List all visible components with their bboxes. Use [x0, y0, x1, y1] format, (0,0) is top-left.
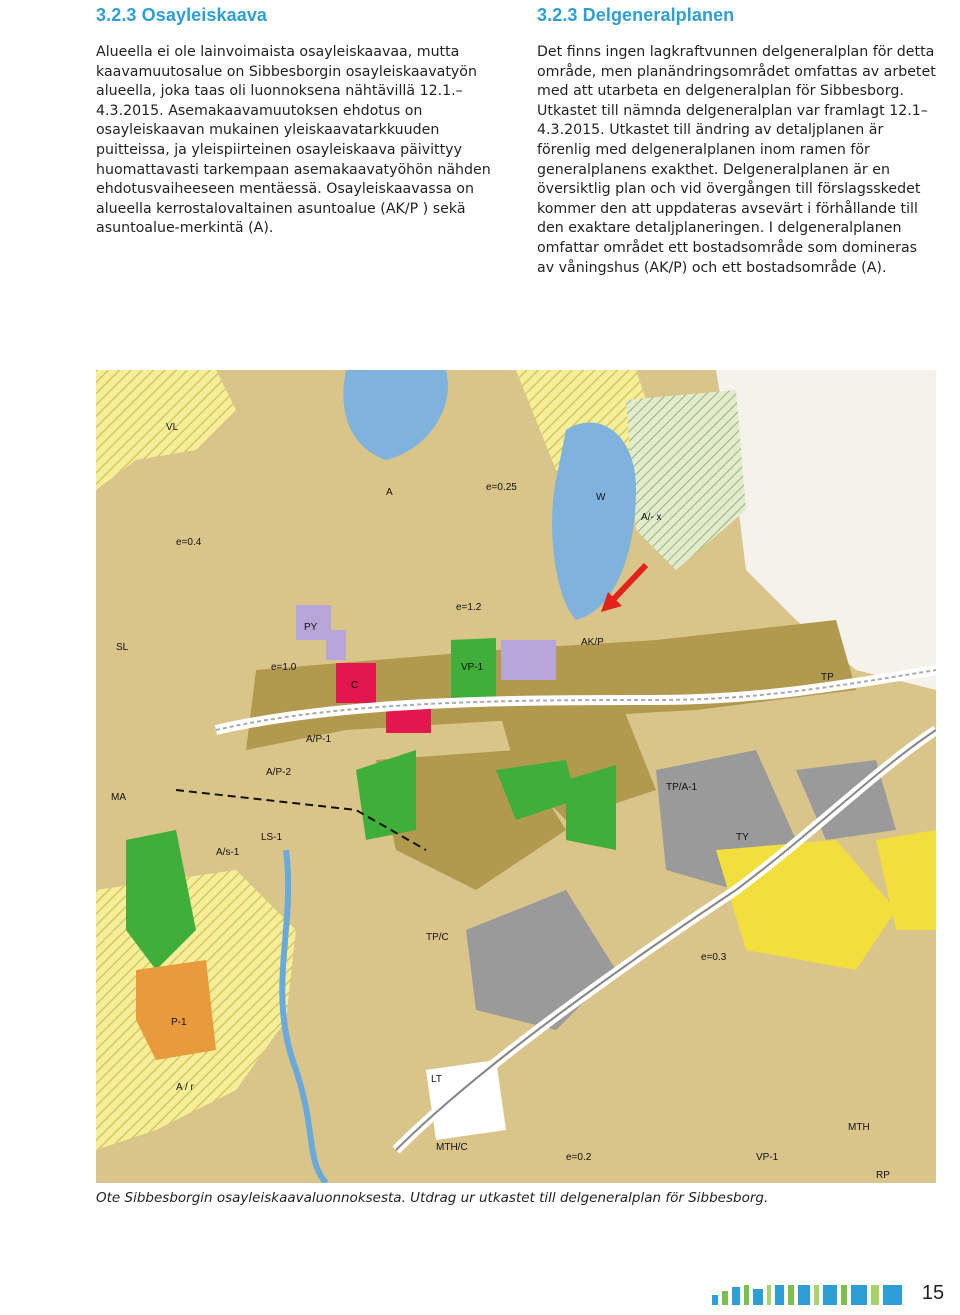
paragraph-swedish: Det finns ingen lagkraftvunnen delgeneralplan för detta område, men planändringsområdet omfattas av arbetet med att utarbeta en delgeneralplan för Sibbesborg. Utkastet till nämnda delgeneralplan var framlagt 12.1–4.3.2015. Utkastet till ändring av detaljplanen är förenlig med delgeneralplanen inom ramen för generalplanens exakthet. Delgeneralplanen är en översiktlig plan och vid övergången till förslagsskedet kommer den att uppdateras avsevärt i förhållande till den exaktare detaljplaneringen. I delgeneralplanen omfattar området ett bostadsområde som domineras av våningshus (AK/P) och ett bostadsområde (A).: [537, 44, 936, 276]
map-label-vp1-south: VP-1: [756, 1152, 779, 1163]
map-label-ar: A / r: [176, 1082, 194, 1093]
map-label-e10: e=1.0: [271, 662, 297, 673]
map-label-p1: P-1: [171, 1017, 187, 1028]
section-heading-swedish: 3.2.3 Delgeneralplanen: [537, 5, 735, 25]
map-label-tp: TP: [821, 672, 834, 683]
map-label-tpc: TP/C: [426, 932, 449, 943]
map-label-e03: e=0.3: [701, 952, 727, 963]
map-label-ap1: A/P-1: [306, 734, 332, 745]
green-area-east: [566, 765, 616, 850]
page-number: 15: [906, 1271, 960, 1309]
map-label-mth: MTH: [848, 1122, 870, 1133]
map-label-lt: LT: [431, 1074, 442, 1085]
footer-decorative-bars: [712, 1285, 902, 1305]
swedish-column: [537, 0, 937, 278]
land-use-plan-map: [96, 370, 936, 1183]
map-label-a-x: A/- x: [641, 512, 662, 523]
map-label-mthc: MTH/C: [436, 1142, 468, 1153]
map-label-ap2: A/P-2: [266, 767, 292, 778]
map-caption: Ote Sibbesborgin osayleiskaavaluonnoksesta. Utdrag ur utkastet till delgeneralplan för Sibbesborg.: [96, 1190, 769, 1206]
map-label-e02: e=0.2: [566, 1152, 592, 1163]
commercial-area-c-2: [386, 708, 431, 733]
map-label-vp1: VP-1: [461, 662, 484, 673]
map-label-rp: RP: [876, 1170, 890, 1181]
map-label-ty: TY: [736, 832, 749, 843]
map-label-as1: A/s-1: [216, 847, 240, 858]
white-area-south: [426, 1060, 506, 1140]
section-heading-finnish: 3.2.3 Osayleiskaava: [96, 5, 268, 25]
map-label-w: W: [596, 492, 606, 503]
map-label-vl: VL: [166, 422, 179, 433]
map-label-ma: MA: [111, 792, 126, 803]
paragraph-finnish: Alueella ei ole lainvoimaista osayleiskaavaa, mutta kaavamuutosalue on Sibbesborgin osayleiskaavatyön alueella, joka taas oli luonnoksena nähtävillä 12.1.–4.3.2015. Asemakaavamuutoksen ehdotus on osayleiskaavan mukainen yleiskaavatarkkuuden puitteissa, ja yleispiirteinen osayleiskaava päivittyy huomattavasti tarkempaan asemakaavatyöhön nähden ehdotusvaiheeseen mentäessä. Osayleiskaavassa on alueella kerrostalovaltainen asuntoalue (AK/P ) sekä asuntoalue-merkintä (A).: [96, 44, 491, 237]
map-label-e025: e=0.25: [486, 482, 517, 493]
map-drawing: [96, 370, 936, 1183]
map-label-py: PY: [304, 622, 318, 633]
map-label-c: C: [351, 680, 359, 691]
finnish-column: [96, 0, 496, 239]
map-label-a: A: [386, 487, 393, 498]
map-label-akp: AK/P: [581, 637, 604, 648]
public-area-py-2: [501, 640, 556, 680]
map-label-e12: e=1.2: [456, 602, 482, 613]
map-label-ls1: LS-1: [261, 832, 283, 843]
map-label-e04: e=0.4: [176, 537, 202, 548]
map-label-tpa1: TP/A-1: [666, 782, 698, 793]
map-label-sl: SL: [116, 642, 129, 653]
